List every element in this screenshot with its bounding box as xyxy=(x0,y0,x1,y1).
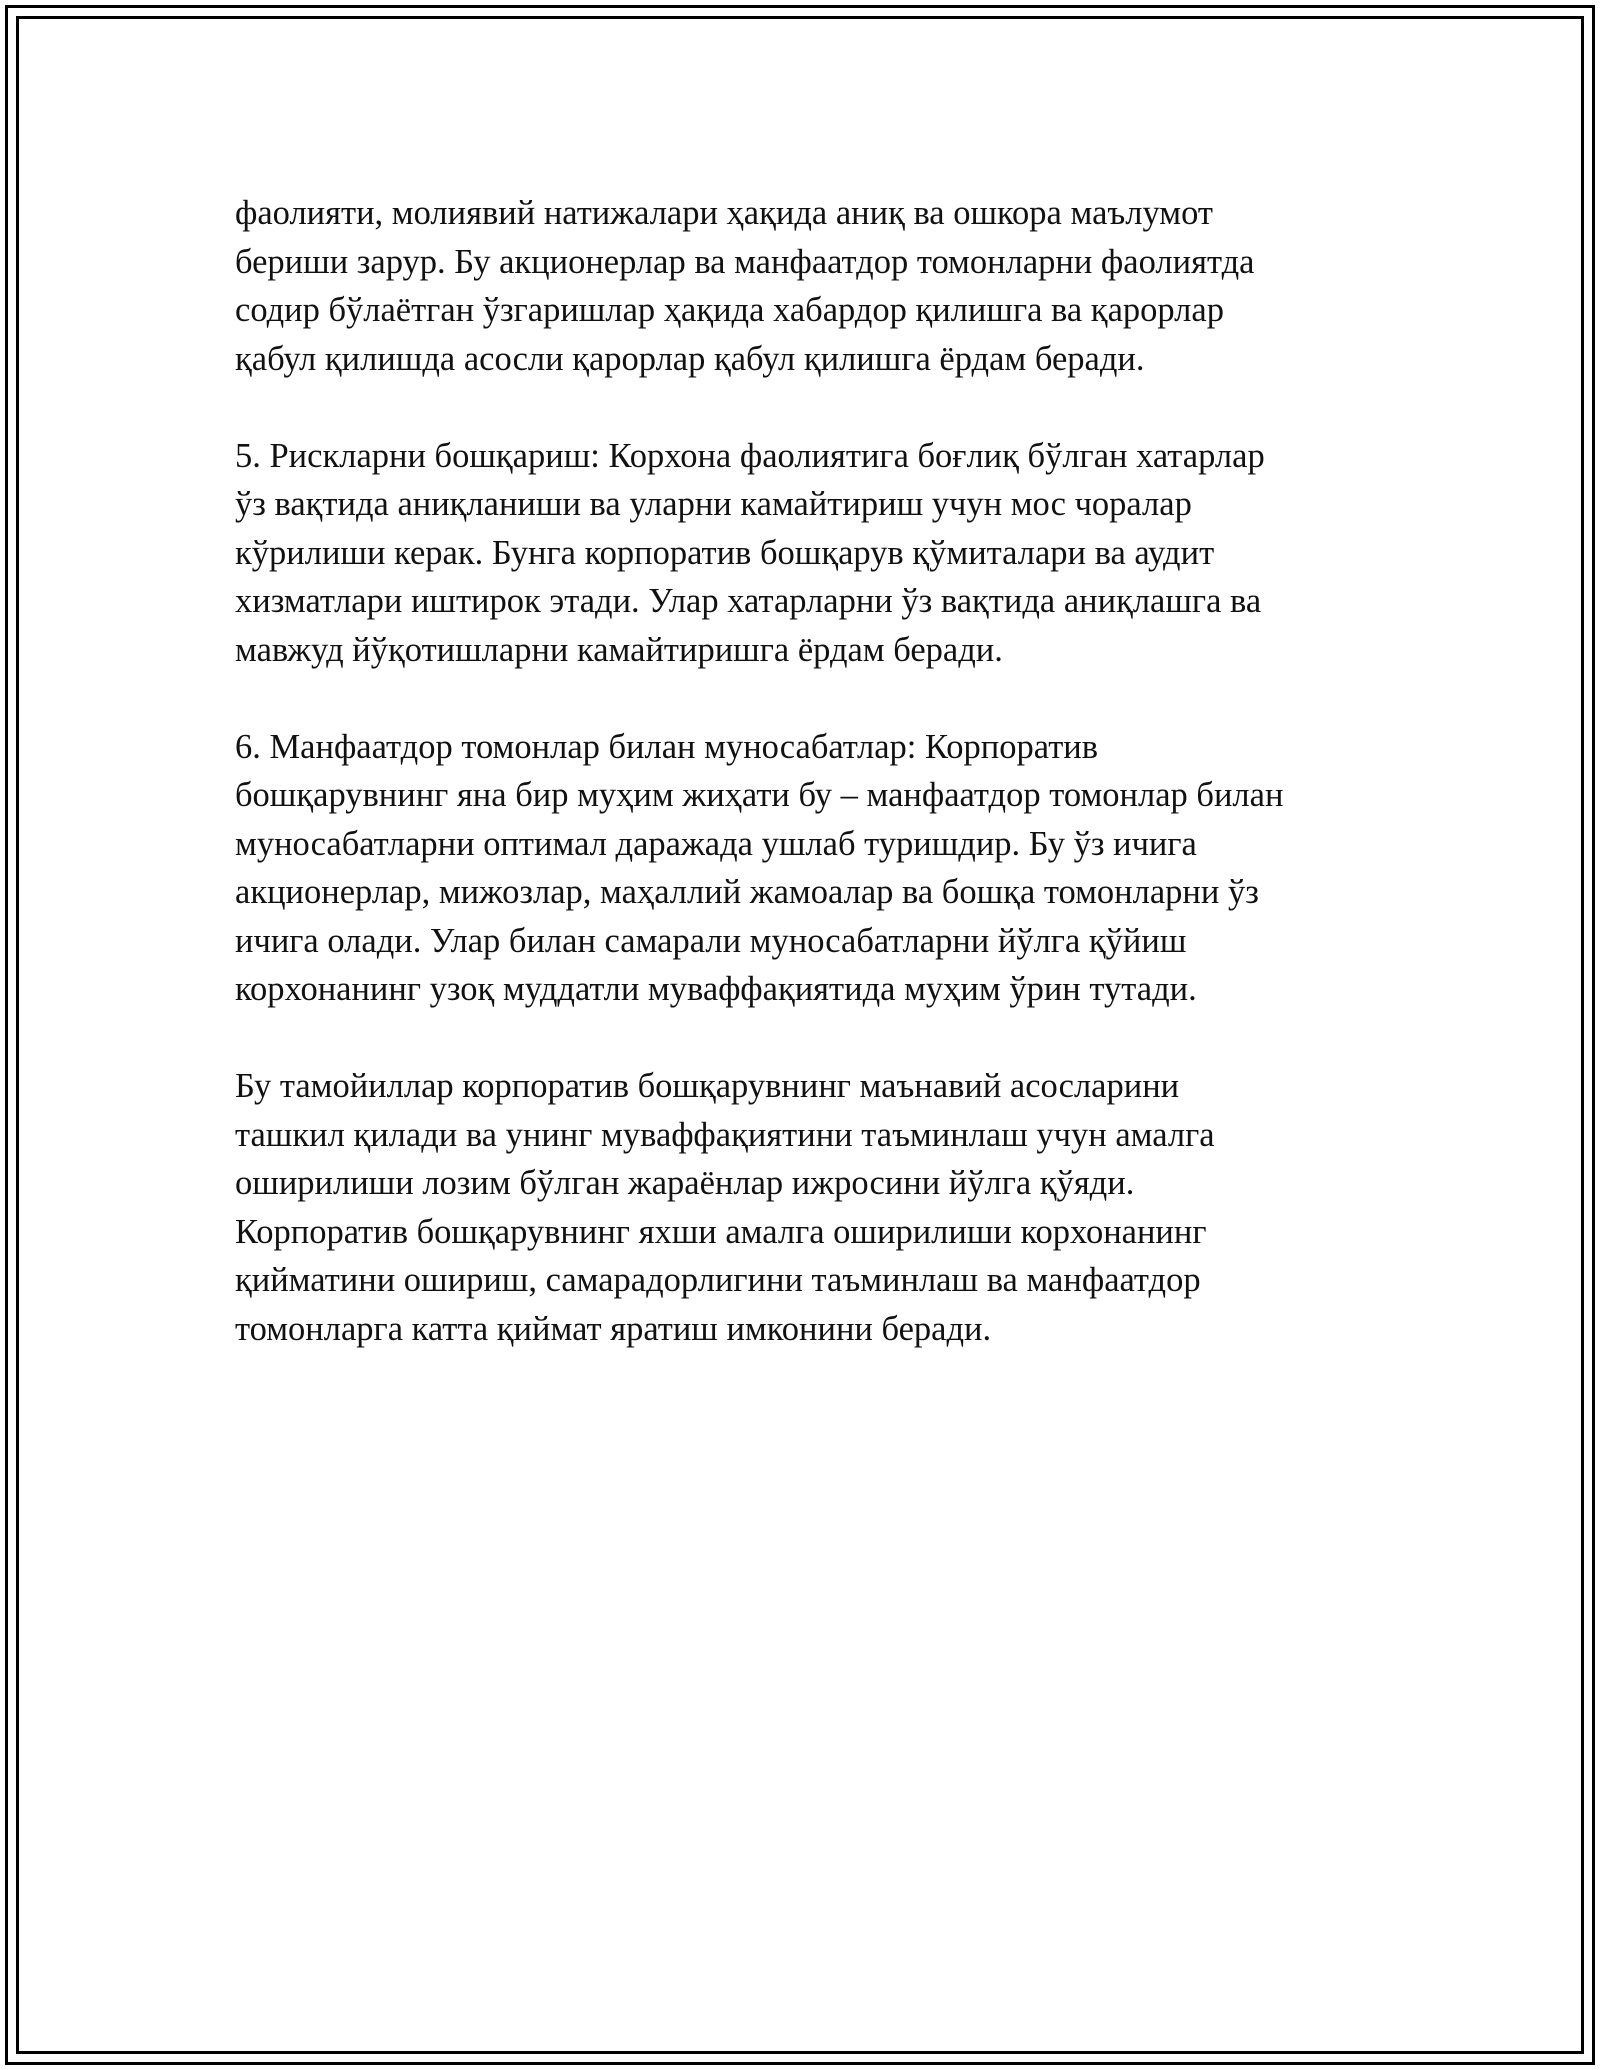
text-line: содир бўлаётган ўзгаришлар ҳақида хабардор қилишга ва қарорлар xyxy=(235,291,1224,329)
text-line: ўз вақтида аниқланиши ва уларни камайтириш учун мос чоралар xyxy=(235,485,1192,523)
text-line: акционерлар, мижозлар, маҳаллий жамоалар ва бошқа томонларни ўз xyxy=(235,873,1259,911)
text-line: мавжуд йўқотишларни камайтиришга ёрдам беради. xyxy=(235,630,1003,669)
text-line: ташкил қилади ва унинг муваффақиятини таъминлаш учун амалга xyxy=(235,1115,1215,1154)
document-body xyxy=(235,189,1395,1402)
paragraph-conclusion xyxy=(235,1062,1395,1353)
paragraph-risk-management xyxy=(235,432,1395,675)
text-line: корхонанинг узоқ муддатли муваффақиятида муҳим ўрин тутади. xyxy=(235,970,1197,1008)
text-line: Корпоратив бошқарувнинг яхши амалга оширилиши корхонанинг xyxy=(235,1212,1207,1251)
text-line: кўрилиши керак. Бунга корпоратив бошқарув қўмиталари ва аудит xyxy=(235,533,1215,572)
text-line: Бу тамойиллар корпоратив бошқарувнинг маънавий асосларини xyxy=(235,1067,1180,1105)
text-line: 6. Манфаатдор томонлар билан муносабатлар: Корпоратив xyxy=(235,727,1099,766)
text-line: бериши зарур. Бу акционерлар ва манфаатдор томонларни фаолиятда xyxy=(235,242,1255,281)
text-line: қийматини ошириш, самарадорлигини таъминлаш ва манфаатдор xyxy=(235,1261,1201,1299)
text-line: бошқарувнинг яна бир муҳим жиҳати бу – манфаатдор томонлар билан xyxy=(235,776,1284,814)
text-line: хизматлари иштирок этади. Улар хатарларни ўз вақтида аниқлашга ва xyxy=(235,582,1262,620)
text-line: қабул қилишда асосли қарорлар қабул қилишга ёрдам беради. xyxy=(235,339,1145,378)
text-line: фаолияти, молиявий натижалари ҳақида аниқ ва ошкора маълумот xyxy=(235,194,1213,232)
text-line: ичига олади. Улар билан самарали муносабатларни йўлга қўйиш xyxy=(235,921,1187,960)
text-line: оширилиши лозим бўлган жараёнлар ижросини йўлга қўяди. xyxy=(235,1164,1135,1202)
text-line: томонларга катта қиймат яратиш имконини беради. xyxy=(235,1309,992,1348)
text-line: муносабатларни оптимал даражада ушлаб туришдир. Бу ўз ичига xyxy=(235,824,1197,863)
paragraph-disclosure-continuation xyxy=(235,189,1395,383)
text-line: 5. Рискларни бошқариш: Корхона фаолиятига боғлиқ бўлган хатарлар xyxy=(235,436,1265,475)
paragraph-stakeholder-relations xyxy=(235,723,1395,1014)
